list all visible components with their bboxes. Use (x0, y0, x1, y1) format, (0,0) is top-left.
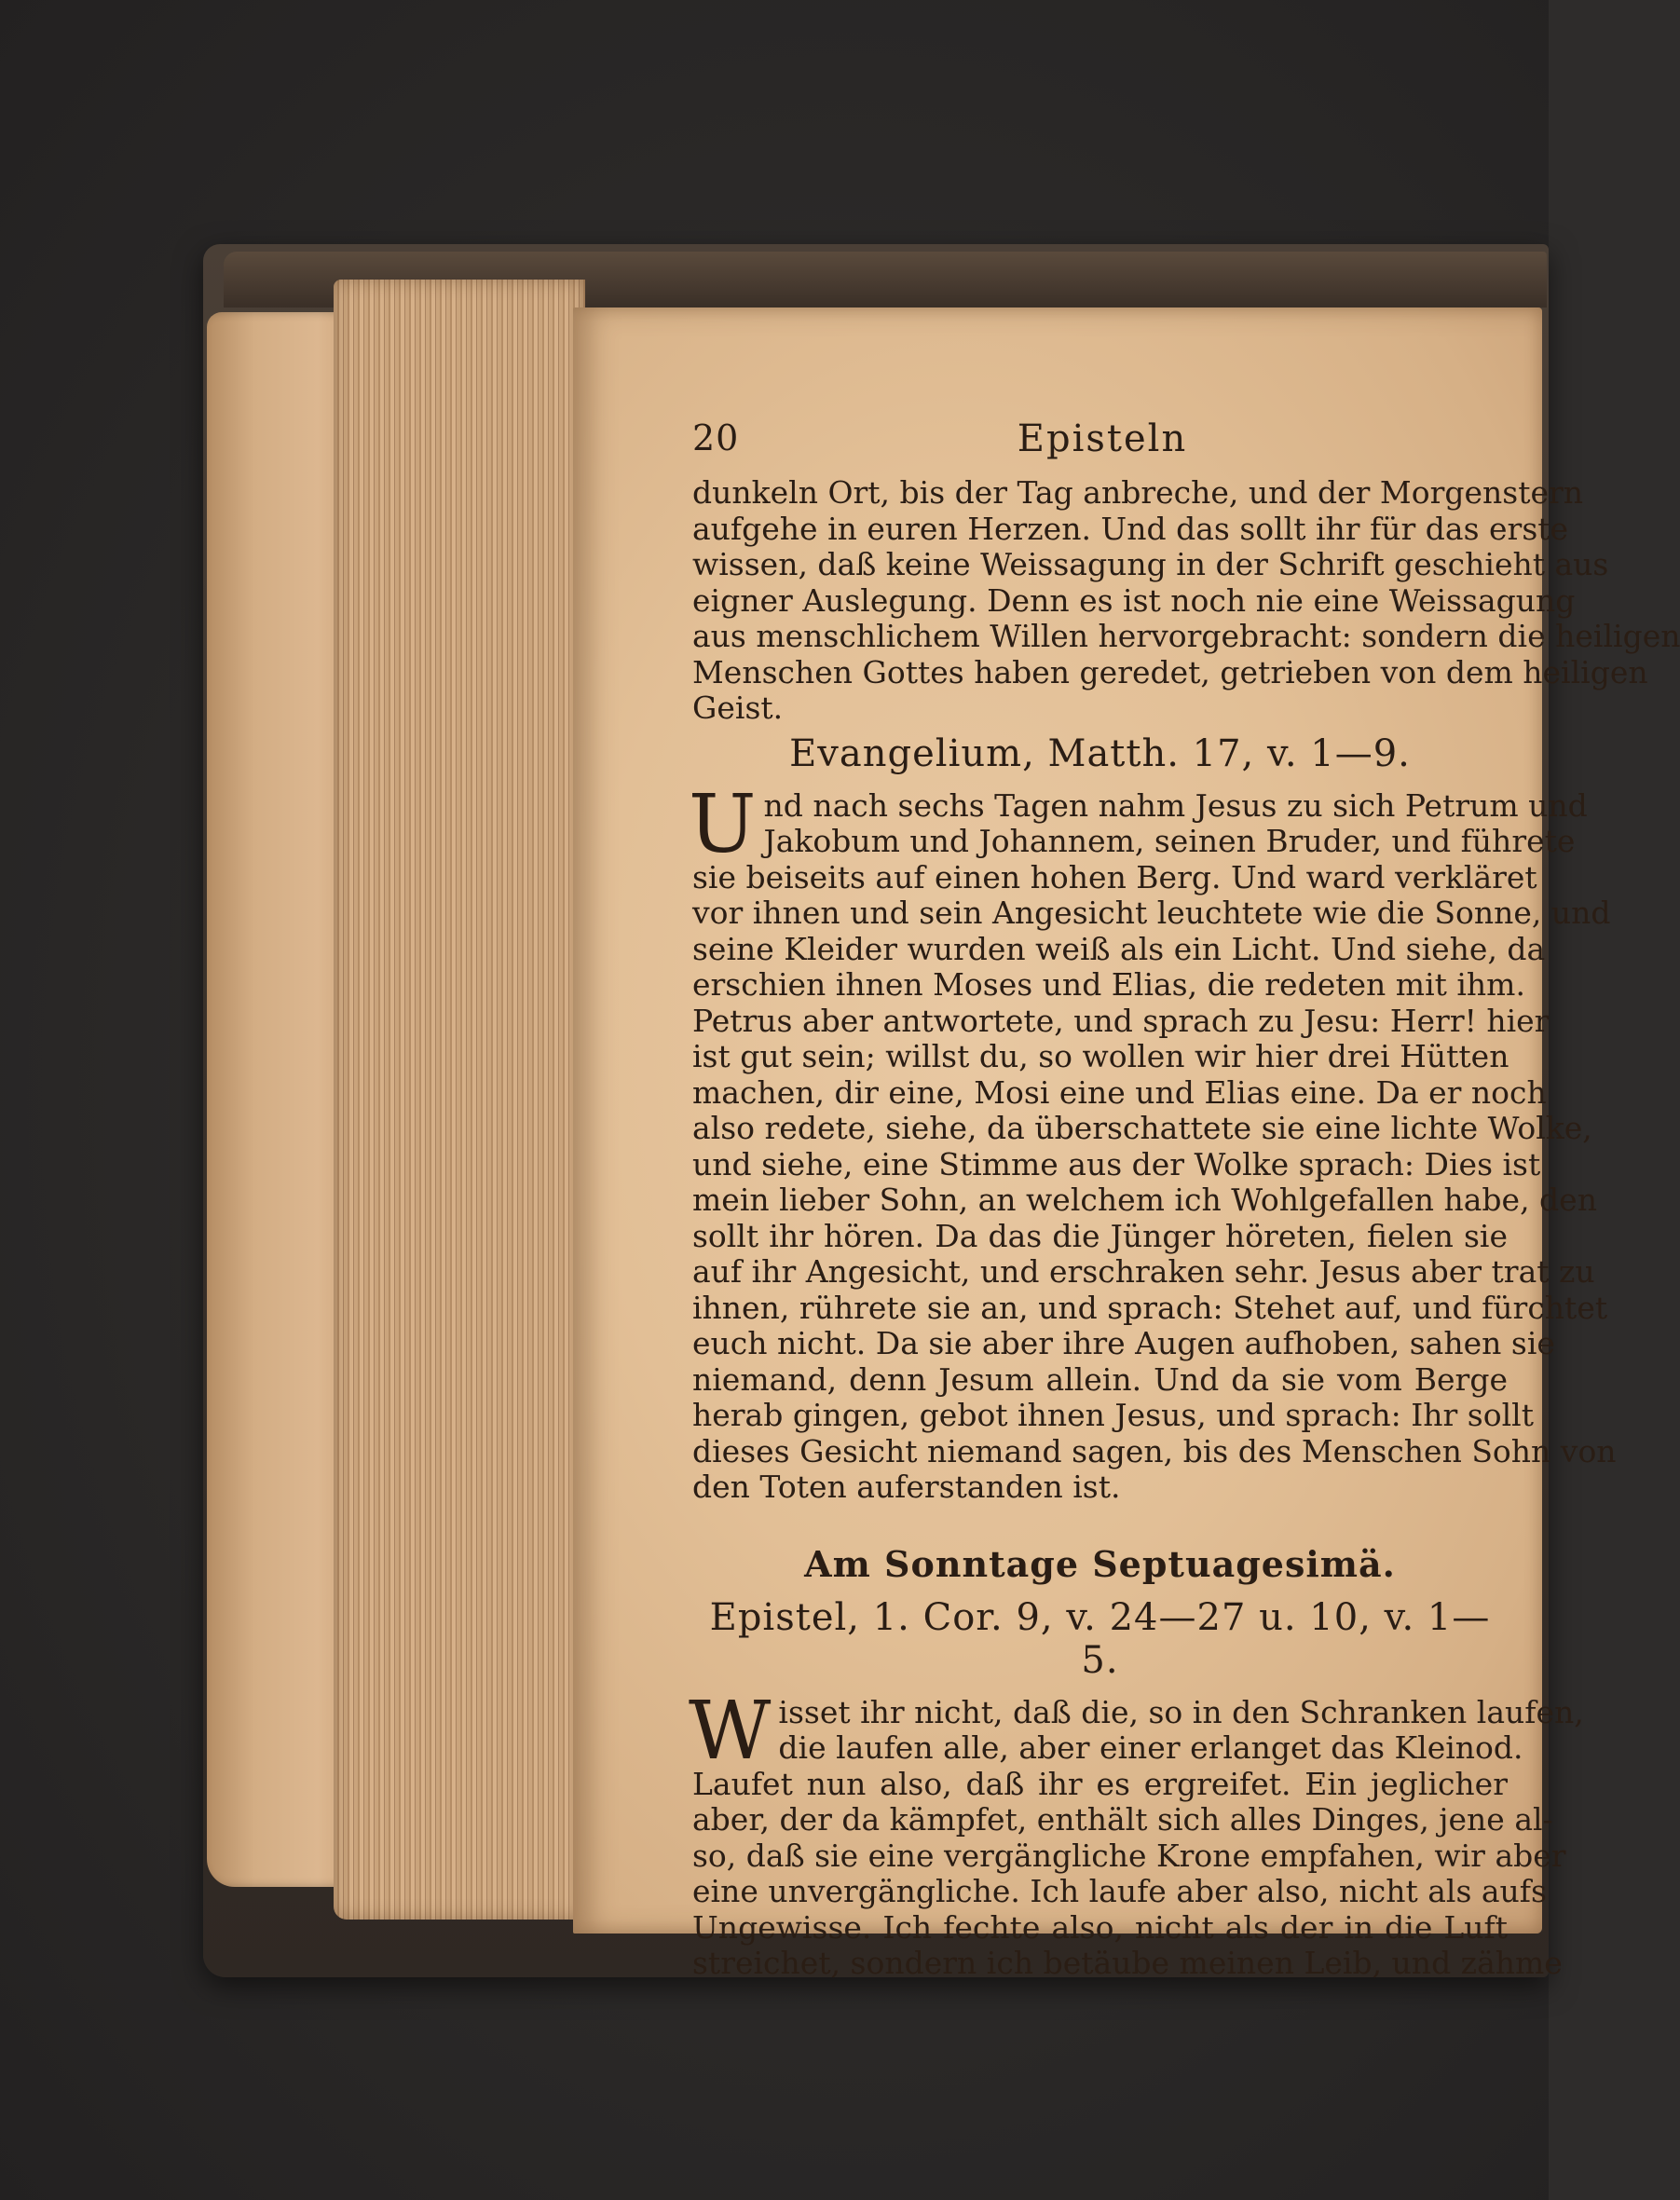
continuation-paragraph (692, 474, 1680, 727)
text-line: isset ihr nicht, daß die, so in den Schranken laufen, (778, 1693, 1584, 1730)
text-line: euch nicht. Da sie aber ihre Augen aufhoben, sahen sie (692, 1325, 1555, 1361)
text-line: auf ihr Angesicht, und erschraken sehr. Jesus aber trat zu (692, 1253, 1595, 1290)
text-line: dunkeln Ort, bis der Tag anbreche, und der Morgenstern (692, 474, 1584, 511)
gospel-heading: Evangelium, Matth. 17, v. 1—9. (789, 731, 1411, 775)
right-page (573, 307, 1680, 1981)
text-line: ist gut sein; willst du, so wollen wir hier drei Hütten (692, 1038, 1509, 1074)
page-text-block (689, 417, 1680, 1981)
text-line: eigner Auslegung. Denn es ist noch nie eine Weissagung (692, 581, 1576, 619)
text-line: vor ihnen und sein Angesicht leuchtete wie die Sonne, und (692, 895, 1611, 931)
text-line: niemand, denn Jesum allein. Und da sie vom Berge (692, 1360, 1508, 1398)
text-line: Petrus aber antwortete, und sprach zu Jesu: Herr! hier (692, 1002, 1550, 1039)
text-line: Laufet nun also, daß ihr es ergreifet. Ein jeglicher (692, 1765, 1508, 1802)
epistle-dropcap: W (689, 1684, 772, 1778)
text-line: Menschen Gottes haben geredet, getrieben von dem heiligen (692, 653, 1648, 690)
text-line: Ungewisse. Ich fechte also, nicht als der in die Luft (692, 1908, 1508, 1946)
text-line: aus menschlichem Willen hervorgebracht: sondern die heiligen (692, 618, 1680, 654)
text-line: sollt ihr hören. Da das die Jünger höreten, fielen sie (692, 1217, 1508, 1254)
text-line: sie beiseits auf einen hohen Berg. Und ward verkläret (692, 858, 1537, 895)
gospel-dropcap: U (689, 777, 757, 871)
page-number: 20 (692, 417, 740, 458)
text-line: ihnen, rührete sie an, und sprach: Stehet auf, und fürchtet (692, 1289, 1608, 1326)
text-line: also redete, siehe, da überschattete sie eine lichte Wolke, (692, 1110, 1592, 1146)
running-title: Episteln (1017, 417, 1188, 460)
sunday-heading: Am Sonntage Septuagesimä. (804, 1542, 1396, 1585)
text-line: seine Kleider wurden weiß als ein Licht. Und siehe, da (692, 930, 1546, 967)
text-line: eine unvergängliche. Ich laufe aber also, nicht als aufs (692, 1873, 1547, 1909)
text-line: nd nach sechs Tagen nahm Jesus zu sich Petrum und (763, 786, 1588, 824)
text-line: so, daß sie eine vergängliche Krone empfahen, wir aber (692, 1837, 1566, 1874)
text-line: machen, dir eine, Mosi eine und Elias eine. Da er noch (692, 1073, 1547, 1111)
page-stack (334, 280, 585, 1920)
text-line: Geist. (692, 690, 784, 726)
gospel-paragraph (689, 777, 1617, 1506)
text-line: und siehe, eine Stimme aus der Wolke sprach: Dies ist (692, 1145, 1541, 1182)
text-line: dieses Gesicht niemand sagen, bis des Menschen Sohn von (692, 1432, 1617, 1469)
text-line: mein lieber Sohn, an welchem ich Wohlgefallen habe, den (692, 1182, 1597, 1218)
text-line: herab gingen, gebot ihnen Jesus, und sprach: Ihr sollt (692, 1397, 1534, 1433)
text-line: aber, der da kämpfet, enthält sich alles Dinges, jene al- (692, 1801, 1553, 1838)
page-header (692, 417, 1508, 475)
text-line: aufgehe in euren Herzen. Und das sollt ihr für das erste (692, 510, 1569, 547)
text-line: Jakobum und Johannem, seinen Bruder, und führete (763, 823, 1576, 859)
text-line: wissen, daß keine Weissagung in der Schrift geschieht aus (692, 546, 1609, 582)
epistle-paragraph (689, 1684, 1584, 1982)
text-line: erschien ihnen Moses und Elias, die redeten mit ihm. (692, 966, 1525, 1003)
text-line: streichet, sondern ich betäube meinen Leib, und zähme (692, 1945, 1563, 1981)
text-line: den Toten auferstanden ist. (692, 1469, 1121, 1505)
epistle-heading: Epistel, 1. Cor. 9, v. 24—27 u. 10, v. 1—5. (709, 1595, 1491, 1682)
text-line: die laufen alle, aber einer erlanget das Kleinod. (778, 1729, 1523, 1766)
